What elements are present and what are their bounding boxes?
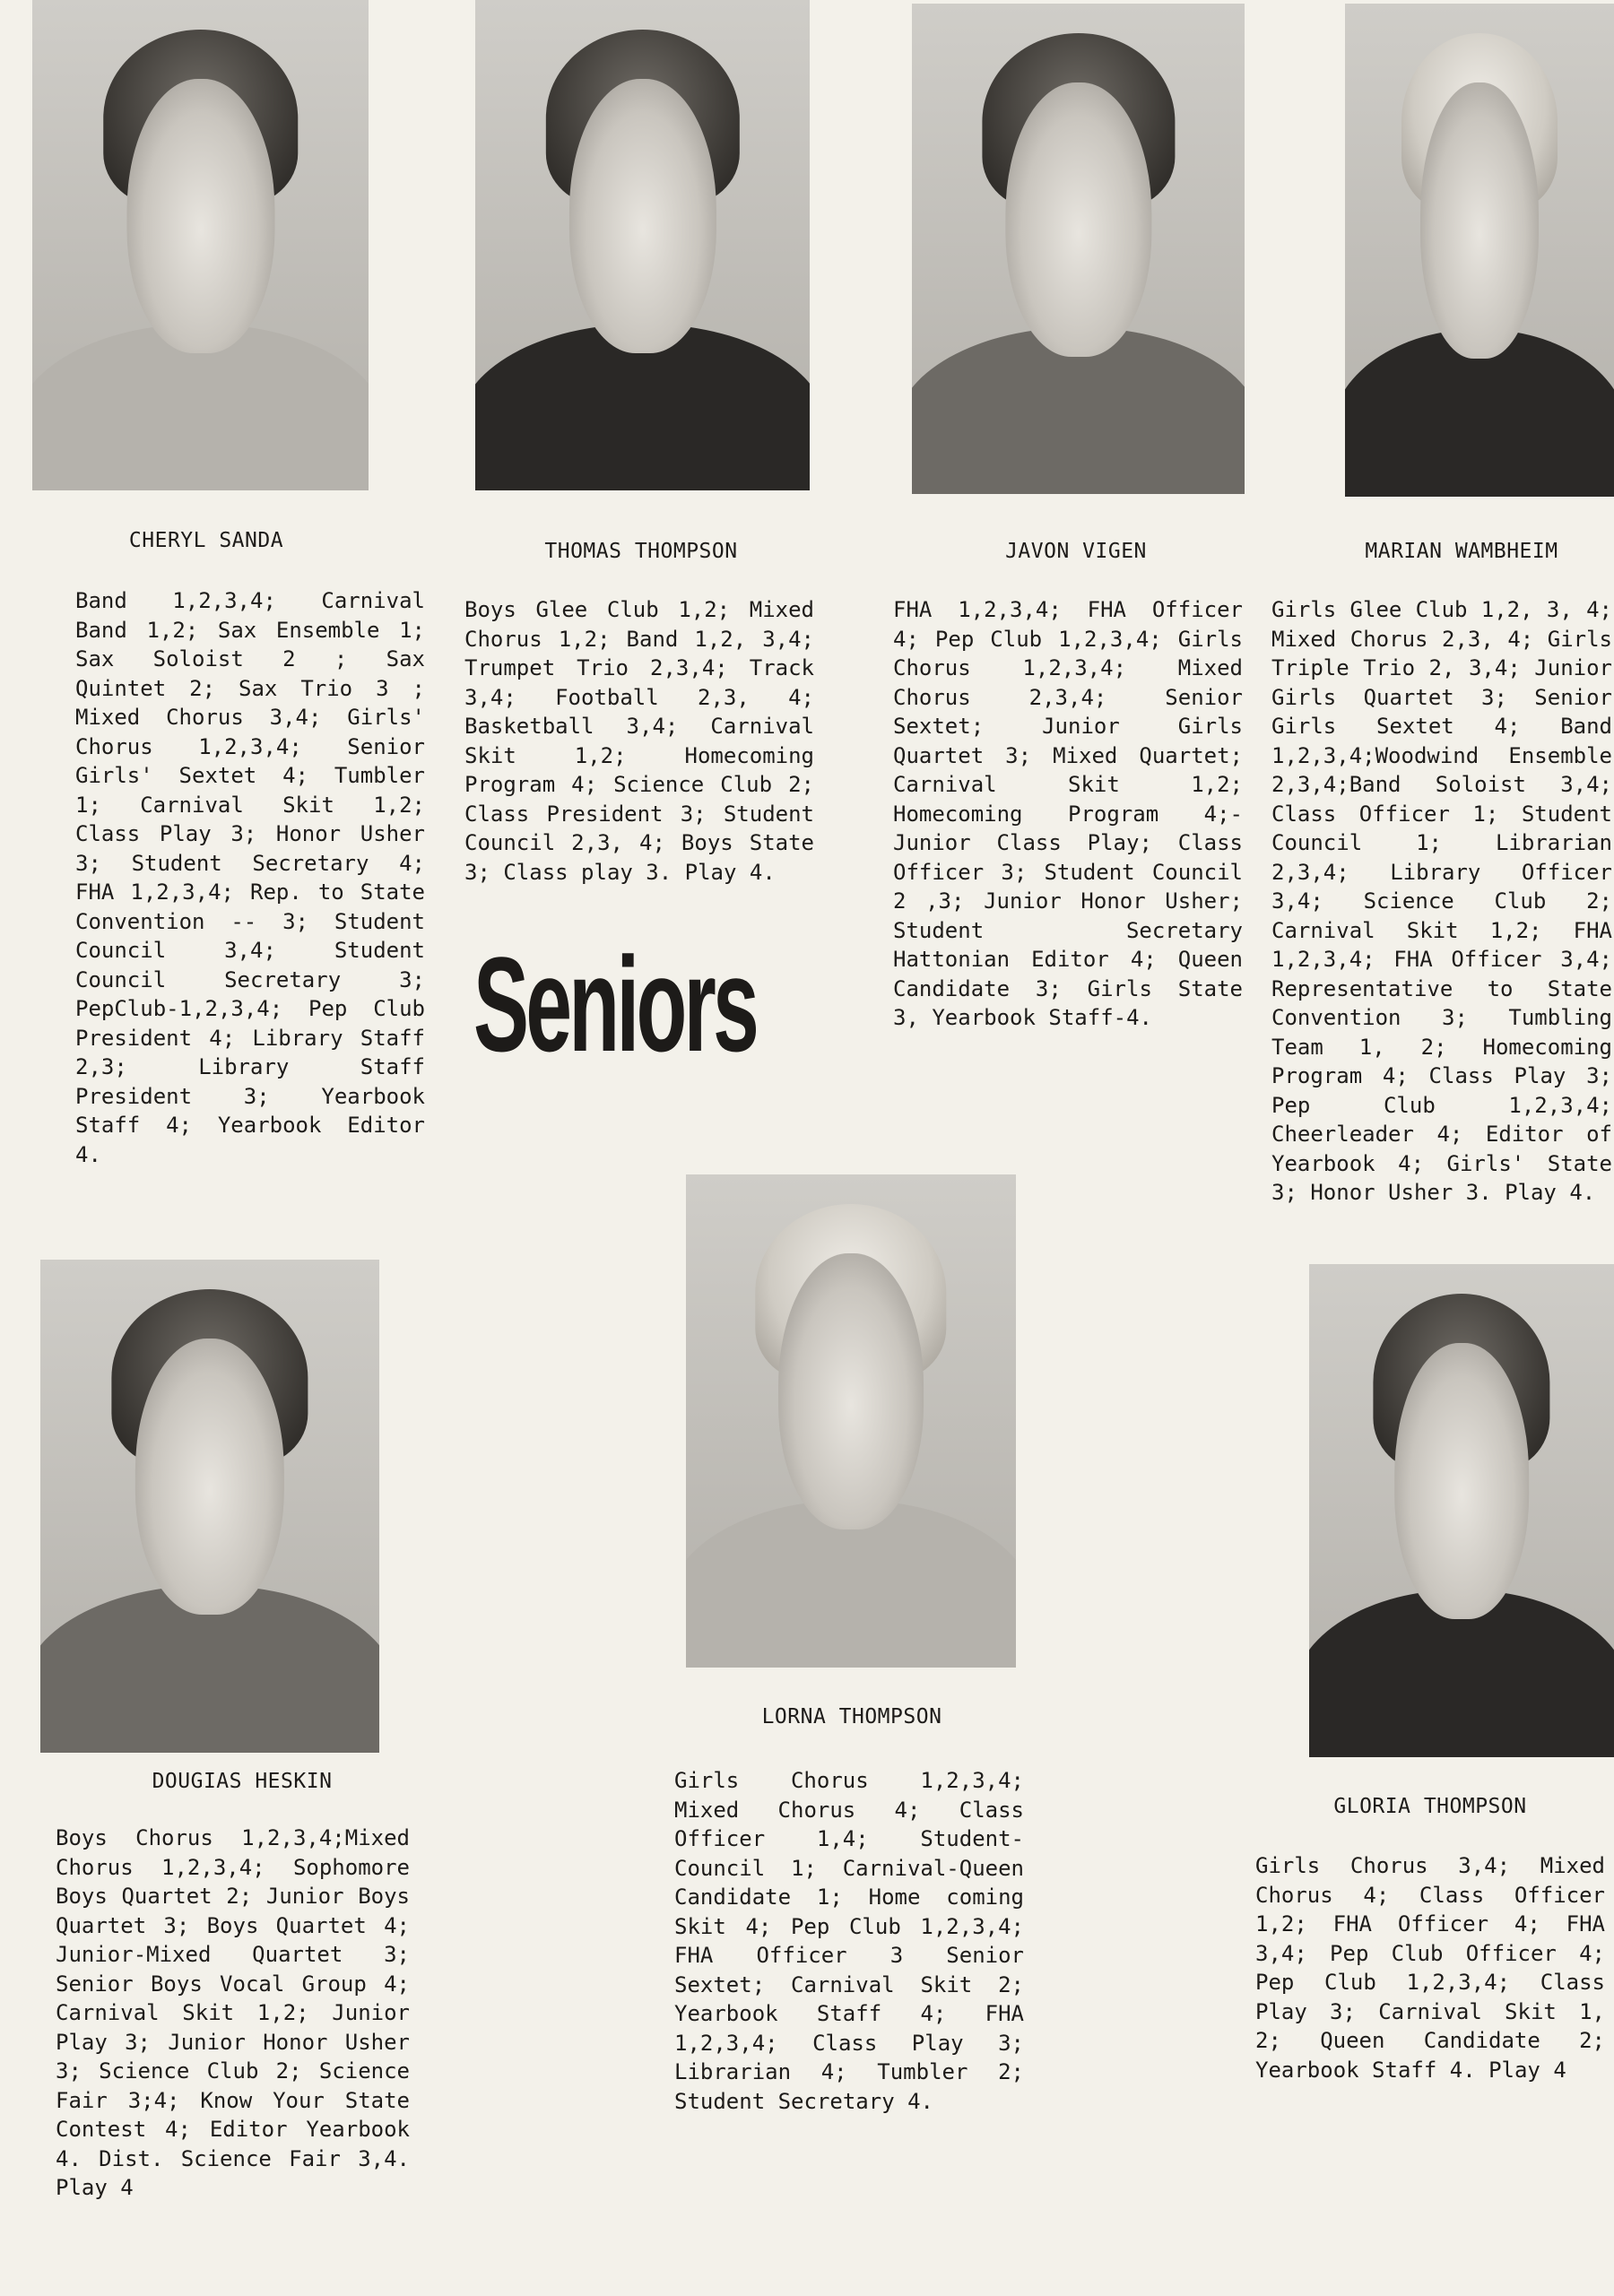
senior-name: LORNA THOMPSON — [761, 1705, 942, 1728]
portrait-marian-wambheim — [1345, 4, 1614, 497]
senior-name: DOUGIAS HESKIN — [152, 1770, 333, 1793]
portrait-lorna-thompson — [686, 1174, 1016, 1668]
senior-name: THOMAS THOMPSON — [544, 540, 738, 563]
senior-activities: Girls Glee Club 1,2, 3, 4; Mixed Chorus 2,3, 4; Girls Triple Trio 2, 3,4; Junior Girls Quartet 3; Senior Girls Sextet 4; Band 1,2,3,4;Woodwind Ensemble 2,3,4;Band Soloist 3,4; Class Officer 1; Student Council 1; Librarian 2,3,4; Library Officer 3,4; Science Club 2; Carnival Skit 1,2; FHA 1,2,3,4; FHA Officer 3,4; Representative to State Convention 3; Tumbling Team 1, 2; Homecoming Program 4; Class Play 3; Pep Club 1,2,3,4; Cheerleader 4; Editor of Yearbook 4; Girls' State 3; Honor Usher 3. Play 4. — [1271, 597, 1612, 1205]
portrait-thomas-thompson — [475, 0, 810, 490]
senior-activities: FHA 1,2,3,4; FHA Officer 4; Pep Club 1,2,3,4; Girls Chorus 1,2,3,4; Mixed Chorus 2,3,4; Senior Sextet; Junior Girls Quartet 3; Mixed Quartet; Carnival Skit 1,2; Homecoming Program 4;-Junior Class Play; Class Officer 3; Student Council 2 ,3; Junior Honor Usher; Student Secretary Hattonian Editor 4; Queen Candidate 3; Girls State 3, Yearbook Staff-4. — [893, 597, 1243, 1030]
senior-name: JAVON VIGEN — [1005, 540, 1147, 563]
senior-name: MARIAN WAMBHEIM — [1365, 540, 1558, 563]
portrait-gloria-thompson — [1309, 1264, 1614, 1757]
senior-activities: Girls Chorus 3,4; Mixed Chorus 4; Class Officer 1,2; FHA Officer 4; FHA 3,4; Pep Club Officer 4; Pep Club 1,2,3,4; Class Play 3; Carnival Skit 1, 2; Queen Candidate 2; Yearbook Staff 4. Play 4 — [1255, 1853, 1605, 2083]
portrait-cheryl-sanda — [32, 0, 369, 490]
senior-name: CHERYL SANDA — [128, 529, 284, 552]
senior-activities: Band 1,2,3,4; Carnival Band 1,2; Sax Ensemble 1; Sax Soloist 2 ; Sax Quintet 2; Sax Trio 3 ; Mixed Chorus 3,4; Girls' Chorus 1,2,3,4; Senior Girls' Sextet 4; Tumbler 1; Carnival Skit 1,2; Class Play 3; Honor Usher 3; Student Secretary 4; FHA 1,2,3,4; Rep. to State Convention -- 3; Student Council 3,4; Student Council Secretary 3; PepClub-1,2,3,4; Pep Club President 4; Library Staff 2,3; Library Staff President 3; Yearbook Staff 4; Yearbook Editor 4. — [75, 588, 425, 1167]
senior-activities: Girls Chorus 1,2,3,4; Mixed Chorus 4; Class Officer 1,4; Student-Council 1; Carnival-Queen Candidate 1; Home coming Skit 4; Pep Club 1,2,3,4; FHA Officer 3 Senior Sextet; Carnival Skit 2; Yearbook Staff 4; FHA 1,2,3,4; Class Play 3; Librarian 4; Tumbler 2; Student Secretary 4. — [674, 1768, 1024, 2114]
portrait-javon-vigen — [912, 4, 1245, 494]
senior-activities: Boys Glee Club 1,2; Mixed Chorus 1,2; Band 1,2, 3,4; Trumpet Trio 2,3,4; Track 3,4; Football 2,3, 4; Basketball 3,4; Carnival Skit 1,2; Homecoming Program 4; Science Club 2; Class President 3; Student Council 2,3, 4; Boys State 3; Class play 3. Play 4. — [464, 597, 814, 885]
portrait-douglas-heskin — [40, 1260, 379, 1753]
senior-activities: Boys Chorus 1,2,3,4;Mixed Chorus 1,2,3,4; Sophomore Boys Quartet 2; Junior Boys Quartet 3; Boys Quartet 4; Junior-Mixed Quartet 3; Senior Boys Vocal Group 4; Carnival Skit 1,2; Junior Play 3; Junior Honor Usher 3; Science Club 2; Science Fair 3;4; Know Your State Contest 4; Editor Yearbook 4. Dist. Science Fair 3,4. Play 4 — [56, 1825, 410, 2200]
senior-name: GLORIA THOMPSON — [1333, 1795, 1527, 1818]
page-title: Seniors — [473, 929, 757, 1079]
